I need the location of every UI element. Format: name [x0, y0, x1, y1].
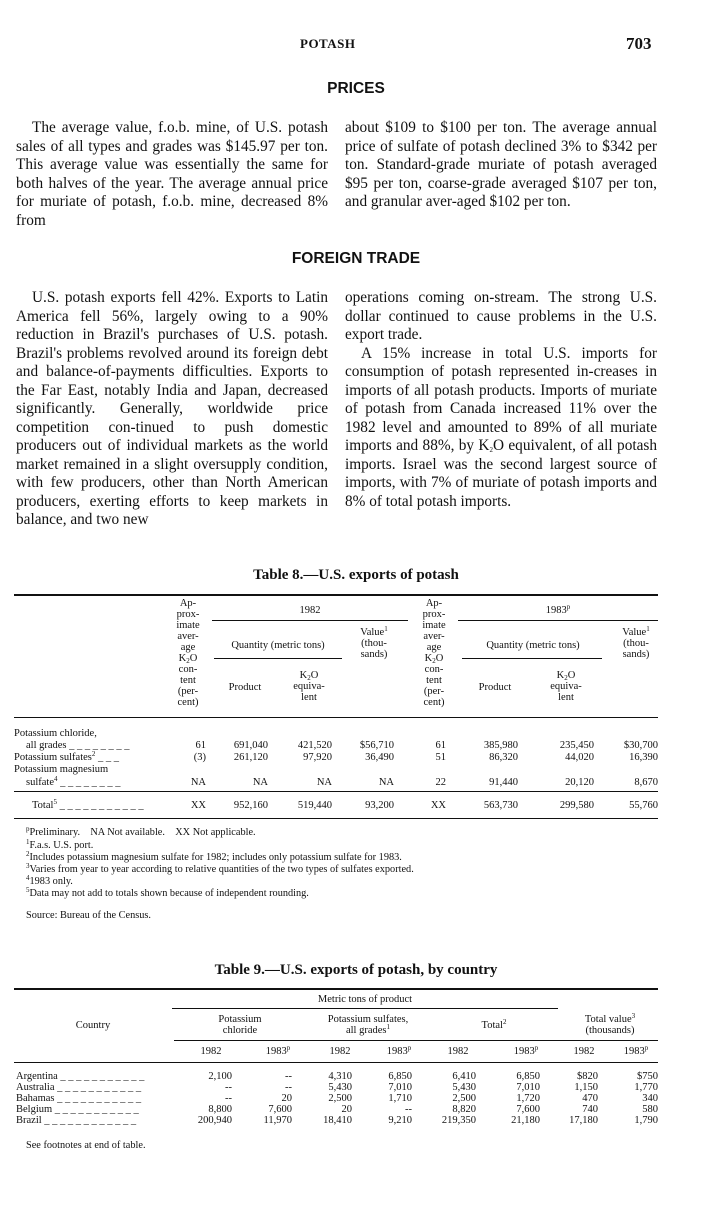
- cell: 740: [582, 1104, 598, 1115]
- table8-k2o-header-1982: Ap- prox- imate aver- age $K_2O$ con- tent (per- cent): [176, 598, 200, 708]
- cell: 7,010: [388, 1082, 412, 1093]
- foreign-trade-heading: FOREIGN TRADE: [291, 250, 421, 267]
- cell: 235,450: [559, 740, 594, 751]
- table8-footnote-4: $^4$1983 only.: [26, 874, 73, 887]
- table9-top-rule: [14, 988, 658, 990]
- table9-subheader-rule: [174, 1040, 658, 1041]
- country-label: Bahamas _ _ _ _ _ _ _ _ _ _ _: [16, 1093, 142, 1104]
- cell: 8,670: [634, 777, 658, 788]
- cell: 952,160: [233, 800, 268, 811]
- table8-product-header-1982: Product: [228, 682, 262, 693]
- table9-metric-header: Metric tons of product: [317, 994, 413, 1005]
- cell: 61: [195, 740, 206, 751]
- cell: XX: [430, 800, 446, 811]
- cell: 17,180: [569, 1115, 598, 1126]
- cell: 9,210: [388, 1115, 412, 1126]
- table9-chloride-header: Potassium chloride: [218, 1014, 262, 1036]
- cell: 6,410: [452, 1071, 476, 1082]
- cell: --: [285, 1082, 292, 1093]
- cell: NA: [190, 777, 206, 788]
- cell: 385,980: [483, 740, 518, 751]
- cell: 691,040: [233, 740, 268, 751]
- table8-year-1983: 1983$^p$: [545, 603, 571, 616]
- table8-rule-1982: [212, 620, 408, 621]
- cell: 299,580: [559, 800, 594, 811]
- cell: 61: [435, 740, 446, 751]
- table9-caption: Table 9.—U.S. exports of potash, by country: [214, 962, 498, 978]
- year-header: 1982: [200, 1046, 222, 1057]
- cell: 6,850: [388, 1071, 412, 1082]
- cell: 93,200: [365, 800, 394, 811]
- cell: NA: [316, 777, 332, 788]
- cell: --: [225, 1082, 232, 1093]
- year-header: 1982: [329, 1046, 351, 1057]
- total-label: Total$^5$ _ _ _ _ _ _ _ _ _ _ _: [32, 798, 144, 811]
- cell: 580: [642, 1104, 658, 1115]
- cell: --: [405, 1104, 412, 1115]
- cell: 2,500: [328, 1093, 352, 1104]
- cell: 18,410: [323, 1115, 352, 1126]
- table8-quantity-rule-1983: [462, 658, 602, 659]
- cell: XX: [190, 800, 206, 811]
- cell: 51: [435, 752, 446, 763]
- table9-total-header: Total$^2$: [481, 1018, 507, 1031]
- table9-header-rule: [14, 1062, 658, 1063]
- cell: 1,710: [388, 1093, 412, 1104]
- cell: $56,710: [359, 740, 394, 751]
- cell: 8,800: [208, 1104, 232, 1115]
- subscript: 2: [489, 446, 493, 454]
- table8-footnote-5: $^5$Data may not add to totals shown because of independent rounding.: [26, 886, 309, 899]
- cell: $820: [577, 1071, 598, 1082]
- page-number: 703: [626, 34, 652, 53]
- table8-top-rule: [14, 594, 658, 596]
- cell: 20: [341, 1104, 352, 1115]
- prices-paragraph-2: about $109 to $100 per ton. The average annual price of sulfate of potash declined 3% to $342 per ton. Standard-grade muriate of potash averaged $95 per ton, coarse-grade averaged $107 per ton, and granular aver-aged $102 per ton.: [345, 119, 657, 210]
- foreign-trade-paragraph-2: operations coming on-stream. The strong U.S. dollar continued to cause problems in the U.S. export trade.: [345, 289, 657, 343]
- table8-quantity-header-1982: Quantity (metric tons): [231, 640, 325, 651]
- cell: 16,390: [629, 752, 658, 763]
- row-label: Potassium chloride,: [14, 728, 97, 739]
- cell: 2,100: [208, 1071, 232, 1082]
- country-label: Australia _ _ _ _ _ _ _ _ _ _ _: [16, 1082, 142, 1093]
- paragraph-text-b: O equivalent, of all potash imports. Israel was the second largest source of imports, with 7% of muriate of potash imports and 8% of total potash imports.: [345, 437, 657, 510]
- cell: 2,500: [452, 1093, 476, 1104]
- table9-country-header: Country: [75, 1020, 111, 1031]
- table8-quantity-rule-1982: [214, 658, 342, 659]
- row-label-cont: sulfate$^4$ _ _ _ _ _ _ _ _: [26, 775, 121, 788]
- table8-footnote-2: $^2$Includes potassium magnesium sulfate for 1982; includes only potassium sulfate for 1983.: [26, 850, 402, 863]
- row-label: Potassium magnesium: [14, 764, 109, 775]
- cell: 8,820: [452, 1104, 476, 1115]
- row-label-cont: all grades _ _ _ _ _ _ _ _: [26, 740, 130, 751]
- table8-header-rule: [14, 717, 658, 718]
- cell: 7,010: [516, 1082, 540, 1093]
- year-header: 1983$^p$: [513, 1044, 539, 1057]
- foreign-trade-column-left: [16, 289, 328, 530]
- table8-equiv-header-1983: $K_2O$ equiva- lent: [550, 670, 582, 703]
- year-header: 1983$^p$: [265, 1044, 291, 1057]
- cell: 6,850: [516, 1071, 540, 1082]
- cell: 7,600: [268, 1104, 292, 1115]
- year-header: 1982: [447, 1046, 469, 1057]
- foreign-trade-paragraph-3: [345, 345, 657, 512]
- table9-footnote: See footnotes at end of table.: [26, 1140, 146, 1151]
- table8-footnote-p: $^p$Preliminary. NA Not available. XX Not applicable.: [26, 825, 256, 838]
- cell: 340: [642, 1093, 658, 1104]
- foreign-trade-paragraph-1: U.S. potash exports fell 42%. Exports to Latin America fell 56%, largely owing to a 90% reduction in Brazil's purchases of U.S. potash. Brazil's problems revolved around its foreign debt and balance-of-payments difficulties. Exports to the Far East, notably India and Japan, decreased significantly. Generally, worldwide price competition con-tinued to push domestic producers out of individual markets as the world market remained in a slight oversupply condition, with few producers, other than North American producers, exerting efforts to keep markets in balance, and two new: [16, 289, 328, 528]
- cell: 5,430: [452, 1082, 476, 1093]
- cell: 36,490: [365, 752, 394, 763]
- cell: 20: [281, 1093, 292, 1104]
- prices-heading: PRICES: [327, 80, 385, 97]
- cell: NA: [252, 777, 268, 788]
- table9-metric-rule: [172, 1008, 558, 1009]
- cell: 1,790: [634, 1115, 658, 1126]
- cell: 5,430: [328, 1082, 352, 1093]
- cell: 1,720: [516, 1093, 540, 1104]
- cell: (3): [193, 752, 206, 763]
- table9-value-header: Total value$^3$ (thousands): [584, 1012, 636, 1036]
- table8-equiv-header-1982: $K_2O$ equiva- lent: [293, 670, 325, 703]
- running-header: [0, 34, 712, 54]
- year-header: 1983$^p$: [386, 1044, 412, 1057]
- country-label: Belgium _ _ _ _ _ _ _ _ _ _ _: [16, 1104, 139, 1115]
- cell: 20,120: [565, 777, 594, 788]
- cell: 21,180: [511, 1115, 540, 1126]
- cell: 86,320: [489, 752, 518, 763]
- cell: 1,150: [574, 1082, 598, 1093]
- table8-year-1982: 1982: [299, 605, 321, 616]
- cell: --: [285, 1071, 292, 1082]
- table8-k2o-header-1983: Ap- prox- imate aver- age $K_2O$ con- tent (per- cent): [422, 598, 446, 708]
- cell: --: [225, 1093, 232, 1104]
- cell: $750: [637, 1071, 658, 1082]
- foreign-trade-column-right: [345, 289, 657, 511]
- cell: 1,770: [634, 1082, 658, 1093]
- table8-total-rule: [14, 791, 658, 792]
- country-label: Argentina _ _ _ _ _ _ _ _ _ _ _: [16, 1071, 145, 1082]
- table8-value-header-1982: Value$^1$ (thou- sands): [360, 625, 388, 660]
- cell: 97,920: [303, 752, 332, 763]
- table8-quantity-header-1983: Quantity (metric tons): [486, 640, 580, 651]
- cell: 470: [582, 1093, 598, 1104]
- cell: NA: [378, 777, 394, 788]
- cell: 55,760: [629, 800, 658, 811]
- paragraph-text-a: A 15% increase in total U.S. imports for consumption of potash represented in-creases in imports of all potash products. Imports of muriate of potash from Canada increased 11% over the 1982 level and amounted to 89% of all muriate imports and 88%, by K: [345, 344, 657, 454]
- cell: 200,940: [197, 1115, 232, 1126]
- cell: 7,600: [516, 1104, 540, 1115]
- table8-bottom-rule: [14, 818, 658, 819]
- table8-footnote-1: $^1$F.a.s. U.S. port.: [26, 838, 94, 851]
- year-header: 1982: [573, 1046, 595, 1057]
- table8-footnote-3: $^3$Varies from year to year according to relative quantities of the two types of sulfates exported.: [26, 862, 414, 875]
- cell: $30,700: [623, 740, 658, 751]
- table8-rule-1983: [458, 620, 658, 621]
- cell: 44,020: [565, 752, 594, 763]
- year-header: 1983$^p$: [623, 1044, 649, 1057]
- prices-column-left: [16, 119, 328, 230]
- table8-caption: Table 8.—U.S. exports of potash: [253, 567, 459, 583]
- cell: 519,440: [297, 800, 332, 811]
- prices-paragraph-1: The average value, f.o.b. mine, of U.S. potash sales of all types and grades was $145.97 per ton. This average value was essentially the same for both halves of the year. The average annual price for muriate of potash, f.o.b. mine, decreased 8% from: [16, 119, 328, 229]
- table8-value-header-1983: Value$^1$ (thou- sands): [622, 625, 650, 660]
- cell: 11,970: [263, 1115, 292, 1126]
- cell: 4,310: [328, 1071, 352, 1082]
- table8-source: Source: Bureau of the Census.: [26, 910, 151, 921]
- cell: 219,350: [441, 1115, 476, 1126]
- cell: 91,440: [489, 777, 518, 788]
- row-label: Potassium sulfates$^2$ _ _ _: [14, 750, 119, 763]
- cell: 22: [435, 777, 446, 788]
- cell: 421,520: [297, 740, 332, 751]
- cell: 563,730: [483, 800, 518, 811]
- cell: 261,120: [233, 752, 268, 763]
- prices-column-right: [345, 119, 657, 212]
- table8-product-header-1983: Product: [478, 682, 512, 693]
- running-title: POTASH: [300, 36, 356, 51]
- country-label: Brazil _ _ _ _ _ _ _ _ _ _ _ _: [16, 1115, 137, 1126]
- table9-sulfates-header: Potassium sulfates, all grades$^1$: [327, 1014, 409, 1036]
